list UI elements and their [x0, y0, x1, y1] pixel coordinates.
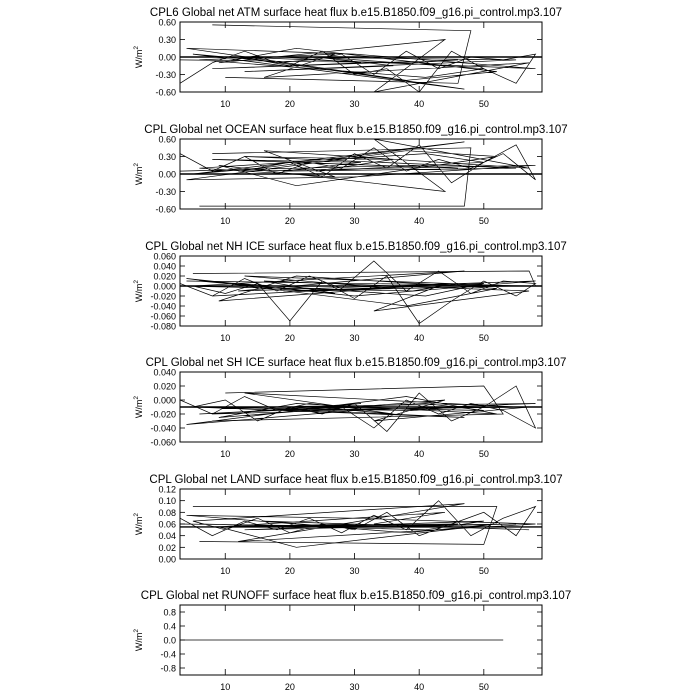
panel-title: CPL Global net NH ICE surface heat flux b.e15.B1850.f09_g16.pi_control.mp3.107 [145, 241, 567, 253]
y-tick-label: 0.040 [153, 261, 176, 272]
panel-title: CPL Global net LAND surface heat flux b.e15.B1850.f09_g16.pi_control.mp3.107 [149, 474, 563, 486]
x-tick-label: 10 [220, 99, 231, 109]
x-tick-label: 30 [349, 99, 360, 109]
x-tick-label: 50 [478, 449, 489, 459]
y-tick-label: -0.020 [150, 409, 176, 420]
x-tick-label: 40 [414, 682, 425, 692]
panel-4 [133, 357, 566, 459]
panel-6 [133, 590, 571, 692]
panel-title: CPL6 Global net ATM surface heat flux b.e15.B1850.f09_g16.pi_control.mp3.107 [149, 7, 563, 19]
y-tick-label: 0.12 [158, 484, 176, 495]
x-tick-label: 50 [478, 333, 489, 343]
y-axis-label: $W/m^2$ [133, 45, 144, 69]
x-tick-label: 20 [284, 566, 295, 576]
y-tick-label: 0.00 [158, 554, 176, 565]
y-tick-label: 0.040 [153, 367, 176, 378]
y-axis-label: $W/m^2$ [133, 512, 144, 536]
panel-title: CPL Global net OCEAN surface heat flux b.e15.B1850.f09_g16.pi_control.mp3.107 [144, 124, 568, 136]
y-axis-label: $W/m^2$ [133, 628, 144, 652]
x-tick-label: 50 [478, 682, 489, 692]
panel-5 [133, 474, 563, 576]
y-tick-label: 0.4 [163, 621, 176, 632]
panel-title: CPL Global net SH ICE surface heat flux b.e15.B1850.f09_g16.pi_control.mp3.107 [145, 357, 567, 369]
x-tick-label: 20 [284, 449, 295, 459]
y-tick-label: 0.60 [158, 134, 176, 145]
y-tick-label: 0.8 [163, 607, 176, 618]
data-lines [180, 386, 542, 432]
data-lines [180, 25, 542, 92]
x-tick-label: 30 [349, 682, 360, 692]
x-tick-label: 30 [349, 333, 360, 343]
data-lines [180, 501, 542, 548]
y-tick-label: 0.000 [153, 395, 176, 406]
x-tick-label: 40 [414, 566, 425, 576]
y-tick-label: 0.04 [158, 531, 176, 542]
x-tick-label: 20 [284, 333, 295, 343]
y-tick-label: -0.8 [160, 663, 176, 674]
y-tick-label: -0.60 [155, 204, 176, 215]
y-tick-label: -0.080 [150, 321, 176, 332]
y-tick-label: 0.0 [163, 635, 176, 646]
x-tick-label: 10 [220, 216, 231, 226]
data-lines [180, 261, 542, 324]
x-tick-label: 10 [220, 566, 231, 576]
x-tick-label: 40 [414, 333, 425, 343]
y-tick-label: 0.60 [158, 17, 176, 28]
y-tick-label: -0.040 [150, 423, 176, 434]
x-tick-label: 10 [220, 682, 231, 692]
x-tick-label: 30 [349, 566, 360, 576]
y-tick-label: 0.08 [158, 507, 176, 518]
y-tick-label: -0.30 [155, 70, 176, 80]
y-tick-label: 0.060 [153, 251, 176, 262]
y-tick-label: 0.30 [158, 35, 176, 45]
x-tick-label: 20 [284, 216, 295, 226]
x-tick-label: 10 [220, 449, 231, 459]
x-tick-label: 50 [478, 216, 489, 226]
series-line [180, 501, 536, 548]
y-tick-label: -0.040 [150, 301, 176, 312]
x-tick-label: 20 [284, 682, 295, 692]
series-line [180, 139, 536, 192]
y-tick-label: 0.000 [153, 281, 176, 292]
panel-2 [133, 124, 568, 226]
series-line [180, 40, 536, 93]
y-tick-label: 0.020 [153, 271, 176, 282]
y-tick-label: -0.060 [150, 311, 176, 322]
y-axis-label: $W/m^2$ [133, 279, 144, 303]
panel-1 [133, 7, 562, 109]
y-tick-label: -0.30 [155, 187, 176, 197]
y-axis-label: $W/m^2$ [133, 162, 144, 186]
x-tick-label: 20 [284, 99, 295, 109]
y-tick-label: -0.060 [150, 437, 176, 448]
y-axis-label: $W/m^2$ [133, 395, 144, 419]
x-tick-label: 50 [478, 99, 489, 109]
y-tick-label: 0.020 [153, 381, 176, 392]
x-tick-label: 30 [349, 216, 360, 226]
x-tick-label: 40 [414, 99, 425, 109]
panel-title: CPL Global net RUNOFF surface heat flux b.e15.B1850.f09_g16.pi_control.mp3.107 [140, 590, 572, 602]
x-tick-label: 40 [414, 216, 425, 226]
x-tick-label: 50 [478, 566, 489, 576]
y-tick-label: -0.4 [160, 649, 176, 660]
x-tick-label: 40 [414, 449, 425, 459]
x-tick-label: 30 [349, 449, 360, 459]
x-tick-label: 10 [220, 333, 231, 343]
y-tick-label: 0.06 [158, 519, 176, 530]
y-tick-label: 0.30 [158, 152, 176, 162]
series-line [180, 261, 536, 324]
y-tick-label: -0.020 [150, 291, 176, 302]
y-tick-label: 0.10 [158, 496, 176, 507]
y-tick-label: -0.60 [155, 87, 176, 98]
data-lines [180, 139, 542, 206]
y-tick-label: 0.02 [158, 542, 176, 553]
y-tick-label: 0.00 [158, 169, 176, 180]
y-tick-label: 0.00 [158, 52, 176, 63]
panel-3 [133, 241, 567, 343]
